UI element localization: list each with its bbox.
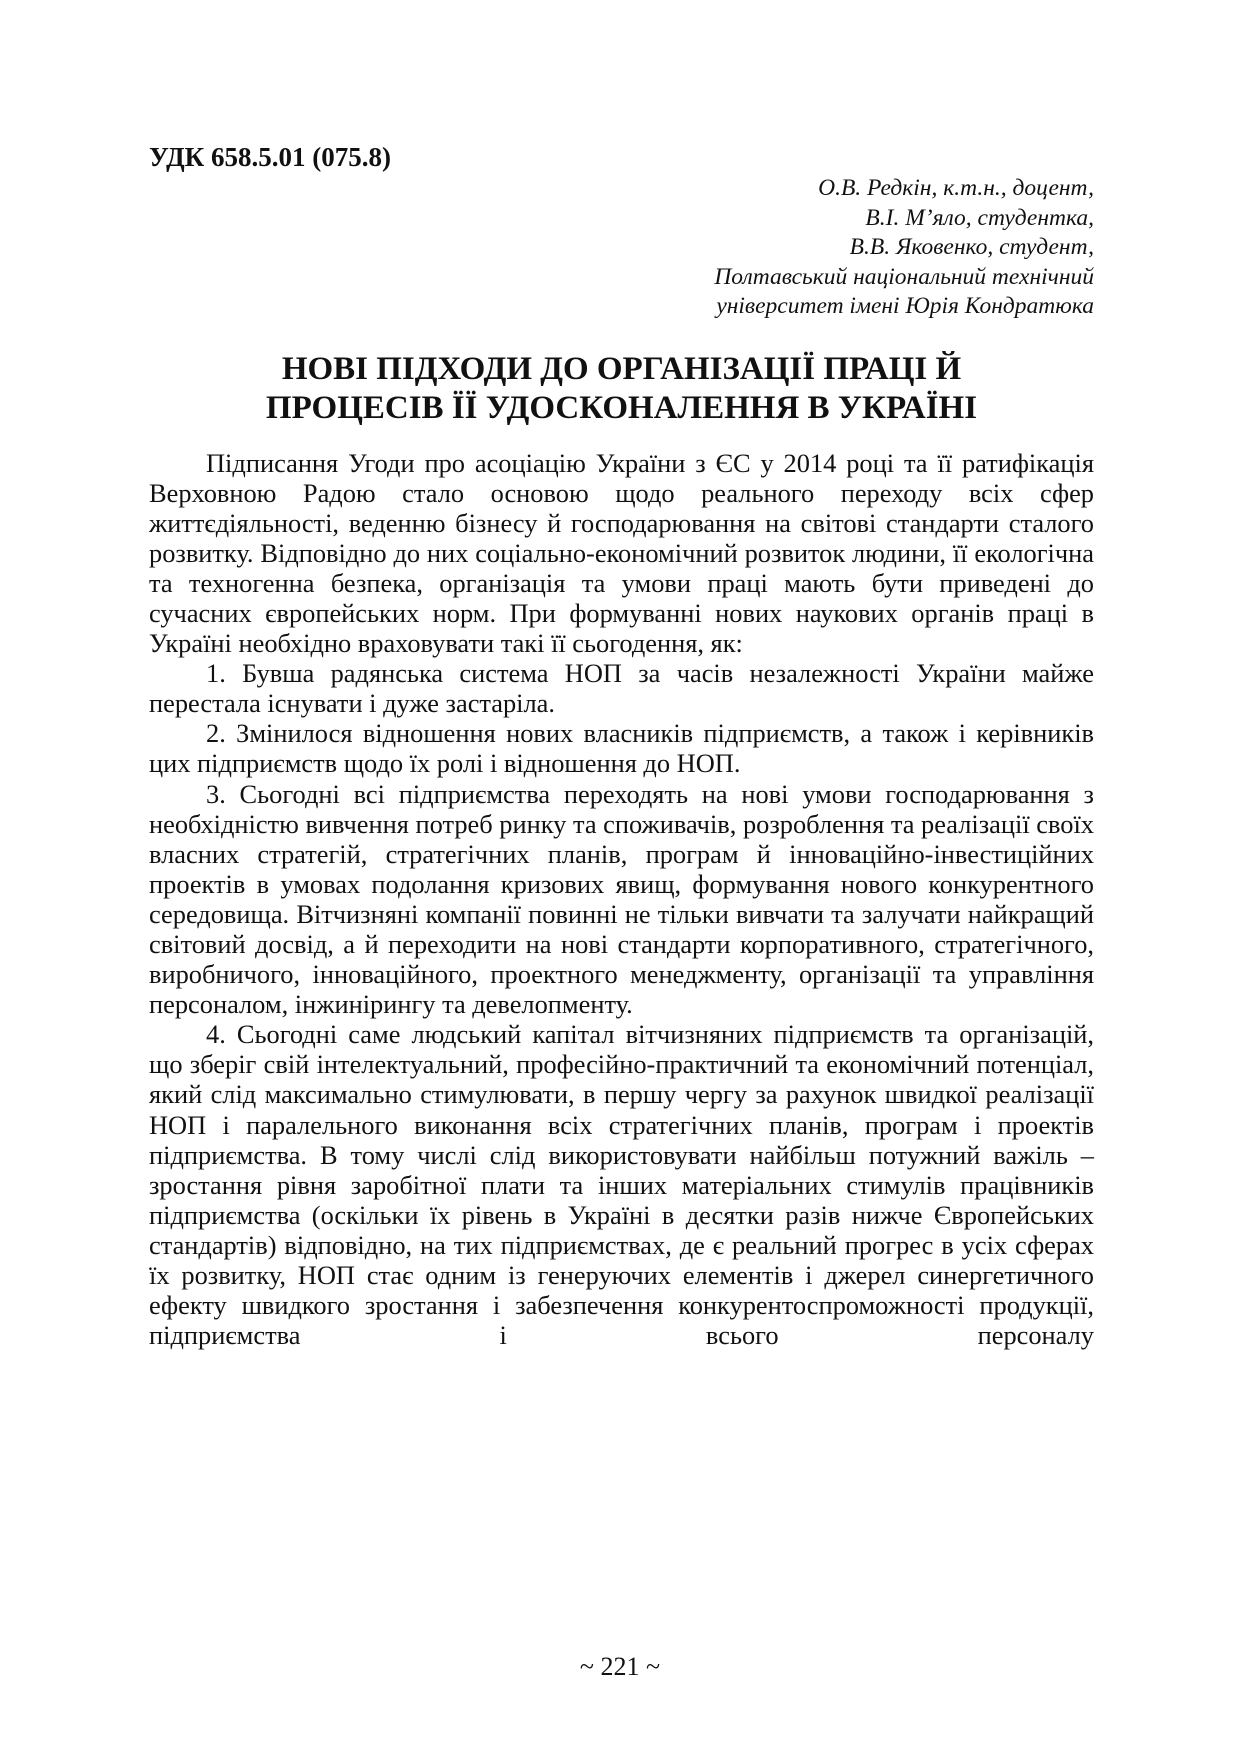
article-body	[149, 448, 1094, 1351]
title-line: НОВІ ПІДХОДИ ДО ОРГАНІЗАЦІЇ ПРАЦІ Й	[281, 350, 962, 387]
title-line: ПРОЦЕСІВ ЇЇ УДОСКОНАЛЕННЯ В УКРАЇНІ	[265, 389, 978, 426]
document-page	[149, 140, 1094, 1350]
udk-code: УДК 658.5.01 (075.8)	[149, 142, 391, 172]
page-number: ~ 221 ~	[579, 1652, 661, 1681]
list-item-2: 2. Змінилося відношення нових власників підприємств, а також і керівників цих підприємств щодо їх ролі і відношення до НОП.	[149, 718, 1094, 779]
authors-block	[149, 174, 1094, 322]
author-line: В.І. М’яло, студентка,	[865, 204, 1094, 231]
author-line: В.В. Яковенко, студент,	[849, 234, 1094, 260]
list-item-3: 3. Сьогодні всі підприємства переходять на нові умови господарювання з необхідністю вивчення потреб ринку та споживачів, розроблення та реалізації своїх власних стратегій, стратегічних планів, програм й інноваційно-інвестиційних проектів в умовах подолання кризових явищ, формування нового конкурентного середовища. Вітчизняні компанії повинні не тільки вивчати та залучати найкращий світовий досвід, а й переходити на нові стандарти корпоративного, стратегічного, виробничого, інноваційного, проектного менеджменту, організації та управління персоналом, інжинірингу та девелопменту.	[149, 778, 1094, 1020]
list-item-1: 1. Бувша радянська система НОП за часів незалежності України майже перестала існувати і дуже застаріла.	[149, 658, 1094, 719]
affiliation-line: Полтавський національний технічний	[714, 263, 1094, 290]
list-item-4: 4. Сьогодні саме людський капітал вітчизняних підприємств та організацій, що зберіг свій інтелектуальний, професійно-практичний та економічний потенціал, який слід максимально стимулювати, в першу чергу за рахунок швидкої реалізації НОП і паралельного виконання всіх стратегічних планів, програм і проектів підприємства. В тому числі слід використовувати найбільш потужний важіль – зростання рівня заробітної плати та інших матеріальних стимулів працівників підприємства (оскільки їх рівень в Україні в десятки разів нижче Європейських стандартів) відповідно, на тих підприємствах, де є реальний прогрес в усіх сферах їх розвитку, НОП стає одним із генеруючих елементів і джерел синергетичного ефекту швидкого зростання і забезпечення конкурентоспроможності продукції, підприємства і всього персоналу	[149, 1019, 1094, 1351]
article-title	[149, 350, 1094, 428]
paragraph-intro: Підписання Угоди про асоціацію України з ЄС у 2014 році та її ратифікація Верховною Радою стало основою щодо реального переходу всіх сфер життєдіяльності, веденню бізнесу й господарювання на світові стандарти сталого розвитку. Відповідно до них соціально-економічний розвиток людини, її екологічна та техногенна безпека, організація та умови праці мають бути приведені до сучасних європейських норм. При формуванні нових наукових органів праці в Україні необхідно враховувати такі її сьогодення, як:	[149, 447, 1094, 659]
affiliation-line: університет імені Юрія Кондратюка	[716, 293, 1094, 319]
author-line: О.В. Редкін, к.т.н., доцент,	[818, 175, 1094, 201]
